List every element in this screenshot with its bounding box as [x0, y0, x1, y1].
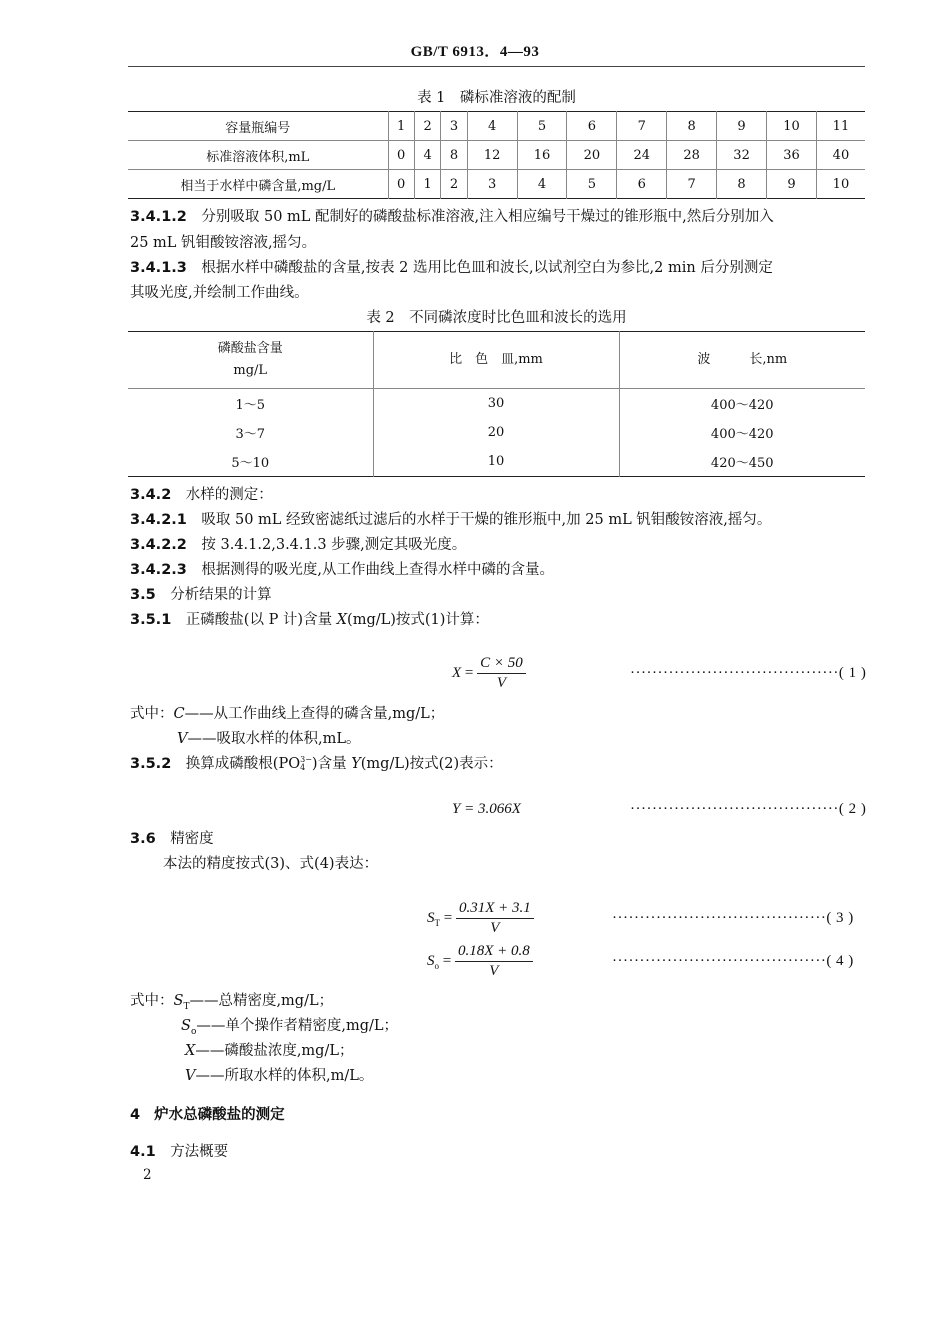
table-cell: 32 [717, 141, 767, 170]
variable: V [177, 731, 188, 747]
table-cell: 1 [388, 112, 414, 141]
clause-number: 3.4.2.2 [130, 537, 187, 553]
variable-description: ——单个操作者精密度,mg/L； [196, 1018, 399, 1034]
table-row [128, 389, 865, 419]
variable: X [336, 612, 348, 628]
table-cell: 400～420 [710, 398, 774, 413]
equation-4: $S_o$ = $\frac{0.18X + 0.8}{V}$ [427, 943, 533, 980]
equation-2-leader [630, 801, 866, 818]
clause-3-5 [130, 583, 272, 604]
clause-number: 3.5 [130, 587, 156, 603]
variable: S [173, 993, 184, 1009]
where-line-1 [130, 702, 444, 723]
table-cell: 9 [717, 112, 767, 141]
denominator: V [490, 920, 500, 936]
clause-number: 3.5.1 [130, 612, 172, 628]
table-cell: 10 [373, 447, 619, 477]
section-title: 炉水总磷酸盐的测定 [154, 1107, 285, 1123]
column-header-cuvette: 比 色 皿,mm [373, 332, 619, 389]
table-cell: 5～10 [128, 447, 373, 477]
table-row [128, 418, 865, 447]
variable-description: ——所取水样的体积,m/L。 [195, 1068, 374, 1084]
clause-3-5-2 [130, 752, 503, 773]
table-cell: 36 [767, 141, 817, 170]
variable: V [185, 1068, 196, 1084]
table-cell: 0 [388, 141, 414, 170]
variable-description: ——磷酸盐浓度,mg/L； [195, 1043, 354, 1059]
table1 [128, 111, 865, 199]
table-cell: 12 [467, 141, 517, 170]
equation-lhs: X [452, 664, 462, 681]
table-cell: 400～420 [710, 427, 774, 442]
clause-3-4-1-2-line1 [130, 205, 774, 226]
subscript: o [190, 1026, 197, 1037]
table-cell: 4 [517, 170, 567, 199]
table-cell: 4 [467, 112, 517, 141]
table-cell: 16 [517, 141, 567, 170]
table-cell: 7 [667, 170, 717, 199]
numerator: 0.18X + 0.8 [455, 943, 533, 962]
clause-number: 4.1 [130, 1144, 156, 1160]
table-cell: 0 [388, 170, 414, 199]
header-unit: mg/L [233, 363, 268, 378]
numerator: 0.31X + 3.1 [456, 900, 534, 919]
ion-charge [300, 756, 312, 772]
where2-line-4 [185, 1064, 373, 1085]
subscript: T [183, 1001, 190, 1012]
clause-text: 分析结果的计算 [170, 587, 272, 603]
clause-3-4-2-3 [130, 558, 554, 579]
table-cell: 20 [373, 418, 619, 447]
table-cell: 1～5 [128, 389, 373, 419]
clause-number: 3.5.2 [130, 756, 172, 772]
row-label: 相当于水样中磷含量,mg/L [128, 170, 388, 199]
equation-label: ( 2 ) [838, 801, 867, 817]
table-cell: 10 [767, 112, 817, 141]
equation-3: $S_T$ = $\frac{0.31X + 3.1}{V}$ [427, 900, 534, 937]
row-label: 容量瓶编号 [128, 112, 388, 141]
clause-text: (mg/L)按式(2)表示： [360, 756, 503, 772]
table-cell: 3 [467, 170, 517, 199]
fraction [455, 943, 533, 980]
table-cell: 1 [414, 170, 440, 199]
clause-number: 3.4.2.3 [130, 562, 187, 578]
where-prefix: 式中： [130, 706, 174, 722]
clause-text: 按 3.4.1.2,3.4.1.3 步骤,测定其吸光度。 [201, 537, 467, 553]
subscript: 4 [300, 763, 306, 772]
clause-text: 换算成磷酸根(PO [185, 756, 301, 772]
table-cell: 4 [414, 141, 440, 170]
table2-caption: 表 2 不同磷浓度时比色皿和波长的选用 [366, 310, 627, 326]
clause-3-4-1-3-line2: 其吸光度,并绘制工作曲线。 [130, 285, 309, 301]
equation-lhs: S [427, 909, 435, 926]
table-cell: 24 [617, 141, 667, 170]
clause-3-4-1-2-line2: 25 mL 钒钼酸铵溶液,摇匀。 [130, 235, 317, 251]
table-cell: 10 [832, 176, 850, 192]
clause-number: 3.6 [130, 831, 156, 847]
variable: S [181, 1018, 191, 1034]
clause-3-5-1 [130, 608, 489, 629]
dot-leader: ······································ [630, 665, 839, 681]
clause-3-4-1-3-line1 [130, 256, 773, 277]
where2-line-2 [181, 1014, 398, 1037]
equation-1-leader [630, 665, 866, 682]
equation-1: X = $\frac{C \times 50}{V}$ [452, 655, 526, 692]
table-row [128, 170, 865, 199]
table-cell: 2 [414, 112, 440, 141]
where2-line-3 [185, 1039, 353, 1060]
page-number: 2 [143, 1167, 152, 1183]
clause-number: 3.4.1.2 [130, 209, 187, 225]
table-cell: 28 [667, 141, 717, 170]
clause-3-4-2-1 [130, 508, 771, 529]
table-cell: 6 [617, 170, 667, 199]
fraction [477, 655, 526, 692]
clause-4-1 [130, 1140, 228, 1161]
table-cell: 3～7 [128, 418, 373, 447]
clause-text: 根据测得的吸光度,从工作曲线上查得水样中磷的含量。 [201, 562, 554, 578]
dot-leader: ······································ [630, 801, 839, 817]
clause-3-4-2 [130, 483, 273, 504]
table-row [128, 141, 865, 170]
column-header-content [128, 332, 373, 389]
subscript: T [434, 917, 440, 928]
table-cell: 420～450 [710, 456, 774, 471]
fraction [456, 900, 534, 937]
dot-leader: ······································· [612, 910, 827, 926]
clause-text: 吸取 50 mL 经致密滤纸过滤后的水样于干燥的锥形瓶中,加 25 mL 钒钼酸铵溶液,摇匀。 [201, 512, 772, 528]
equation-3-leader [612, 910, 854, 927]
table2 [128, 331, 865, 477]
equation-label: ( 1 ) [838, 665, 867, 681]
dot-leader: ······································· [612, 953, 827, 969]
table-cell: 3 [441, 112, 467, 141]
equation-label: ( 3 ) [826, 910, 854, 926]
table-cell: 8 [667, 112, 717, 141]
table-cell: 2 [441, 170, 467, 199]
table-cell: 6 [567, 112, 617, 141]
table1-caption: 表 1 磷标准溶液的配制 [417, 90, 576, 106]
clause-text: 正磷酸盐(以 P 计)含量 [185, 612, 337, 628]
section-number: 4 [130, 1107, 141, 1123]
subscript: o [434, 960, 439, 971]
equation-label: ( 4 ) [826, 953, 854, 969]
header-rule [128, 66, 865, 67]
clause-text: 水样的测定： [185, 487, 273, 503]
standard-code-header: GB/T 6913．4—93 [410, 44, 540, 60]
section-4-heading [130, 1103, 285, 1124]
table-cell: 40 [816, 141, 865, 170]
clause-text: 精密度 [170, 831, 214, 847]
table-cell: 9 [767, 170, 817, 199]
clause-number: 3.4.2 [130, 487, 172, 503]
clause-number: 3.4.2.1 [130, 512, 187, 528]
denominator: V [489, 963, 499, 979]
where2-line-1 [130, 989, 333, 1012]
table-cell: 5 [567, 170, 617, 199]
table-header-row [128, 332, 865, 389]
superscript: 3− [300, 755, 312, 764]
numerator: C × 50 [477, 655, 526, 674]
clause-3-6 [130, 827, 214, 848]
table-cell: 7 [617, 112, 667, 141]
variable: Y [351, 756, 361, 772]
variable-description: ——总精密度,mg/L； [189, 993, 334, 1009]
table-cell: 8 [441, 141, 467, 170]
clause-3-6-body: 本法的精度按式(3)、式(4)表达： [163, 856, 379, 872]
header-text: 磷酸盐含量 [217, 341, 283, 356]
variable: C [173, 706, 185, 722]
equation-2: Y = 3.066X [452, 801, 521, 817]
column-header-wavelength: 波 长,nm [619, 332, 865, 389]
where-line-2 [177, 727, 360, 748]
denominator: V [496, 675, 507, 691]
clause-text: 根据水样中磷酸盐的含量,按表 2 选用比色皿和波长,以试剂空白为参比,2 min 后分别测定 [201, 260, 773, 276]
variable: X [185, 1043, 196, 1059]
clause-number: 3.4.1.3 [130, 260, 187, 276]
clause-text: 方法概要 [170, 1144, 229, 1160]
table-cell: 11 [816, 112, 865, 141]
clause-text: 分别吸取 50 mL 配制好的磷酸盐标准溶液,注入相应编号干燥过的锥形瓶中,然后分别加入 [201, 209, 774, 225]
variable-description: ——从工作曲线上查得的磷含量,mg/L； [184, 706, 445, 722]
table-cell: 30 [373, 389, 619, 419]
clause-text: )含量 [311, 756, 352, 772]
equation-4-leader [612, 953, 854, 970]
variable-description: ——吸取水样的体积,mL。 [187, 731, 361, 747]
table-cell: 8 [717, 170, 767, 199]
table-row [128, 112, 865, 141]
where-prefix: 式中： [130, 993, 174, 1009]
table-row [128, 447, 865, 477]
clause-text: (mg/L)按式(1)计算： [347, 612, 489, 628]
row-label: 标准溶液体积,mL [128, 141, 388, 170]
table-cell: 5 [517, 112, 567, 141]
table-cell: 20 [567, 141, 617, 170]
clause-3-4-2-2 [130, 533, 466, 554]
equation-lhs: S [427, 952, 435, 969]
